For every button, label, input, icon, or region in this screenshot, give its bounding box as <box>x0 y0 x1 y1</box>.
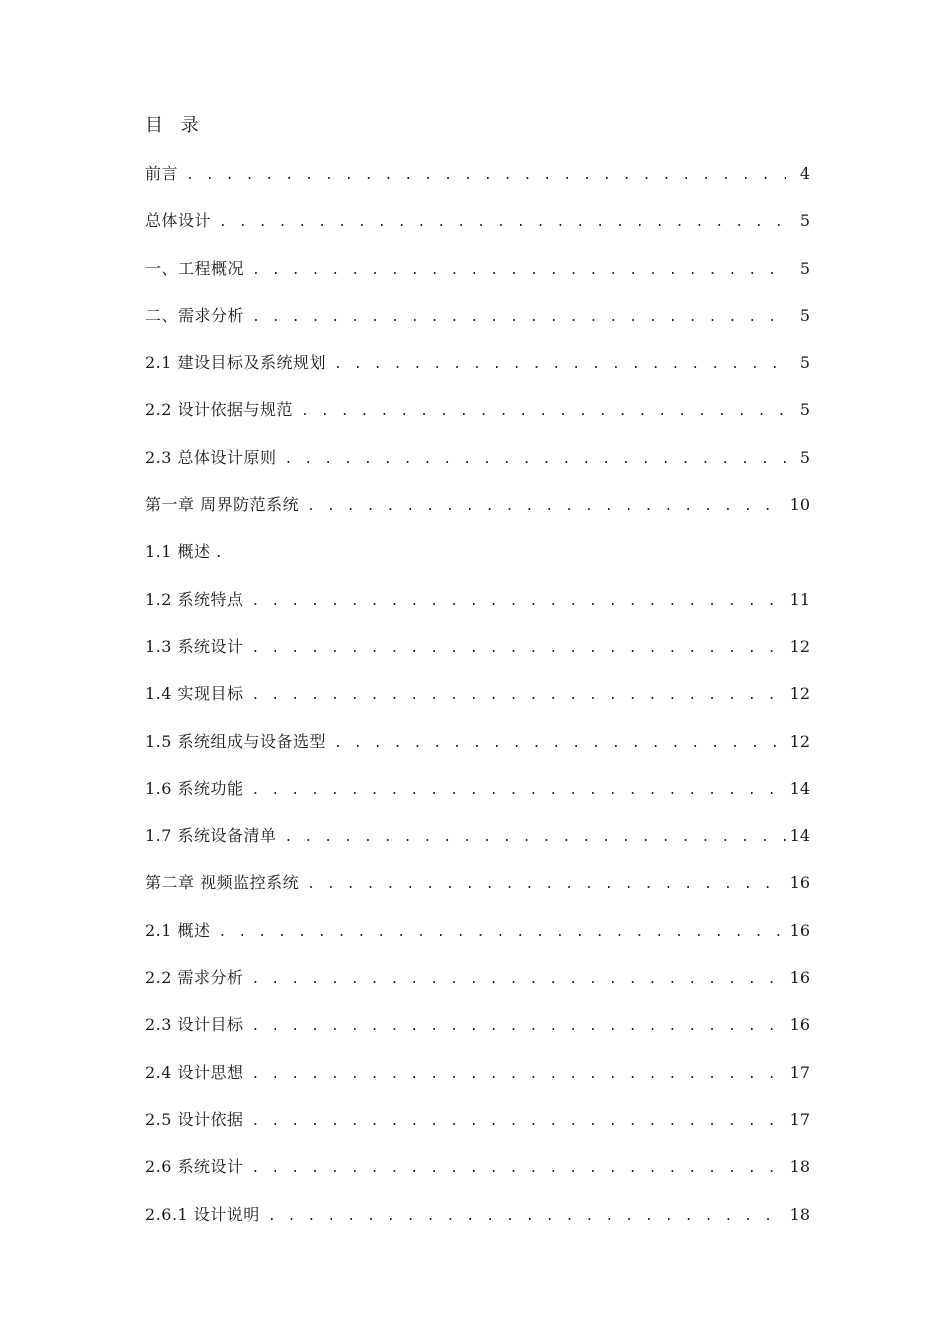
toc-page-number: 5 <box>799 447 810 467</box>
toc-entry-label: 前言 <box>145 164 179 183</box>
toc-dot-leader <box>244 968 786 992</box>
toc-entry[interactable] <box>145 1108 810 1155</box>
toc-entry[interactable] <box>145 871 810 918</box>
toc-dot-leader <box>299 495 786 519</box>
toc-entry[interactable] <box>145 824 810 871</box>
toc-page-number: 12 <box>789 636 810 656</box>
toc-entry[interactable] <box>145 1061 810 1108</box>
toc-dot-leader <box>244 1015 786 1039</box>
toc-entry-label: 2.3 总体设计原则 <box>145 447 277 467</box>
toc-entry-label: 2.6.1 设计说明 <box>145 1204 260 1224</box>
toc-page-number: 5 <box>799 305 810 325</box>
toc-dot-leader <box>293 400 786 424</box>
toc-dot-leader <box>277 448 786 472</box>
toc-page-number: 5 <box>799 258 810 278</box>
toc-title: 目 录 <box>145 115 205 136</box>
toc-entry[interactable] <box>145 162 810 209</box>
toc-entry-label: 2.6 系统设计 <box>145 1157 244 1177</box>
toc-dot-leader <box>244 1110 786 1134</box>
toc-entry[interactable] <box>145 635 810 682</box>
toc-list <box>145 162 810 1250</box>
toc-entry-label: 2.2 需求分析 <box>145 968 244 988</box>
toc-dot-leader <box>244 306 786 330</box>
toc-page-number: 5 <box>799 353 810 373</box>
toc-page-number: 17 <box>789 1062 810 1082</box>
toc-dot-leader <box>244 259 786 283</box>
toc-page-number: 16 <box>789 1015 810 1035</box>
toc-entry-label: 二、需求分析 <box>145 305 245 325</box>
toc-entry-label: 总体设计 <box>145 211 212 231</box>
toc-dot-leader <box>244 590 786 614</box>
toc-entry[interactable] <box>145 1155 810 1202</box>
toc-page-number: 12 <box>789 731 810 751</box>
toc-entry-label: 1.2 系统特点 <box>145 589 244 609</box>
toc-entry-label: 第二章 视频监控系统 <box>145 873 300 893</box>
toc-page-number: 5 <box>799 400 810 420</box>
toc-entry[interactable] <box>145 730 810 777</box>
toc-page-number: 16 <box>789 920 810 940</box>
toc-entry-label: 1.7 系统设备清单 <box>145 826 277 846</box>
toc-dot-leader <box>244 1063 786 1087</box>
toc-entry[interactable] <box>145 398 810 445</box>
toc-dot-leader <box>299 873 786 897</box>
toc-entry[interactable] <box>145 966 810 1013</box>
toc-dot-leader <box>244 779 786 803</box>
toc-page-number: 11 <box>789 589 810 609</box>
toc-entry-label: 2.3 设计目标 <box>145 1015 244 1035</box>
toc-page-number: 17 <box>789 1109 810 1129</box>
toc-entry-label: 1.4 实现目标 <box>145 684 244 704</box>
toc-entry-label: 1.1 概述 . <box>145 542 222 562</box>
toc-page-number: 16 <box>789 873 810 893</box>
toc-entry-label: 2.1 概述 <box>145 920 211 940</box>
toc-entry-label: 1.5 系统组成与设备选型 <box>145 731 327 751</box>
toc-entry-label: 1.3 系统设计 <box>145 636 244 656</box>
toc-dot-leader <box>244 684 786 708</box>
toc-page-number: 4 <box>799 164 810 183</box>
toc-page-number: 18 <box>789 1157 810 1177</box>
toc-dot-leader <box>326 353 786 377</box>
toc-entry-label: 一、工程概况 <box>145 258 245 278</box>
toc-entry-label: 2.2 设计依据与规范 <box>145 400 294 420</box>
toc-entry[interactable] <box>145 446 810 493</box>
toc-entry[interactable] <box>145 493 810 540</box>
toc-entry-label: 第一章 周界防范系统 <box>145 495 300 515</box>
toc-entry[interactable] <box>145 540 810 587</box>
toc-dot-leader <box>260 1205 786 1229</box>
toc-dot-leader <box>211 921 786 945</box>
toc-dot-leader <box>244 637 786 661</box>
toc-entry-label: 2.5 设计依据 <box>145 1109 244 1129</box>
toc-entry[interactable] <box>145 351 810 398</box>
toc-entry-label: 2.1 建设目标及系统规划 <box>145 353 327 373</box>
toc-page-number: 12 <box>789 684 810 704</box>
toc-entry[interactable] <box>145 1203 810 1250</box>
toc-entry[interactable] <box>145 209 810 256</box>
toc-entry[interactable] <box>145 777 810 824</box>
toc-entry[interactable] <box>145 304 810 351</box>
toc-entry[interactable] <box>145 919 810 966</box>
toc-entry[interactable] <box>145 682 810 729</box>
toc-entry[interactable] <box>145 588 810 635</box>
toc-dot-leader <box>178 164 786 188</box>
toc-page-number: 14 <box>789 778 810 798</box>
toc-dot-leader <box>244 1157 786 1181</box>
toc-entry[interactable] <box>145 1013 810 1060</box>
toc-page-number: 10 <box>789 495 810 515</box>
toc-dot-leader <box>211 211 786 235</box>
toc-page-number: 5 <box>799 211 810 231</box>
toc-entry[interactable] <box>145 257 810 304</box>
toc-entry-label: 2.4 设计思想 <box>145 1062 244 1082</box>
toc-page-number: 18 <box>789 1204 810 1224</box>
toc-entry-label: 1.6 系统功能 <box>145 778 244 798</box>
toc-dot-leader <box>326 732 786 756</box>
toc-dot-leader <box>277 826 786 850</box>
toc-page-number: 16 <box>789 968 810 988</box>
toc-page-number: 14 <box>789 826 810 846</box>
